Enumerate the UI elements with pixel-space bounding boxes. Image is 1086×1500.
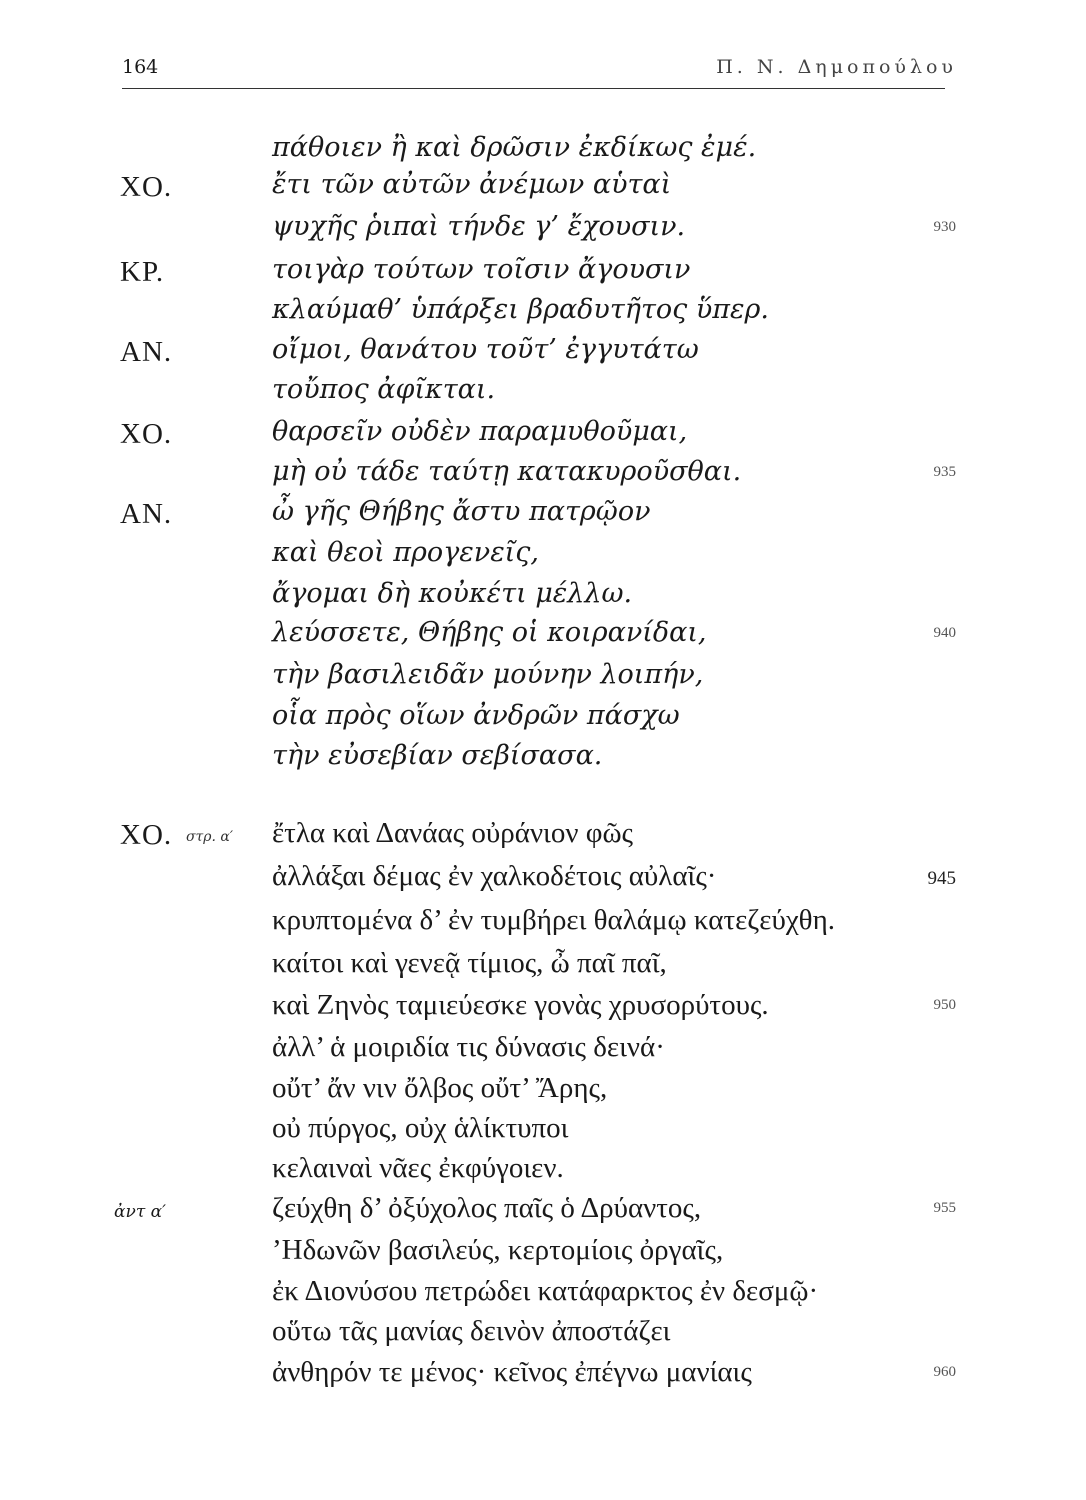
verse-text: ’Ηδωνῶν βασιλεύς, κερτομίοις ὀργαῖς, [272, 1234, 724, 1266]
verse-text: ψυχῆς ῥιπαὶ τήνδε γ’ ἔχουσιν. [272, 211, 686, 242]
verse-text: τοὔπος ἀφῖκται. [272, 374, 496, 405]
verse-text: καὶ θεοὶ προγενεῖς, [272, 537, 539, 568]
page-number: 164 [122, 56, 159, 78]
dialogue-line [0, 252, 1086, 292]
verse-text: ὦ γῆς Θήβης ἄστυ πατρῷον [272, 496, 651, 527]
running-head: Π. Ν. Δημοπούλου [716, 56, 957, 78]
line-number: 930 [933, 219, 956, 235]
dialogue-line [0, 657, 1086, 697]
verse-text: τὴν εὐσεβίαν σεβίσασα. [272, 740, 603, 771]
antistrophe-mark: ἀντ α′ [114, 1202, 166, 1222]
verse-text: ἔτι τῶν αὐτῶν ἀνέμων αὑταὶ [272, 169, 672, 200]
dialogue-line [0, 615, 1086, 655]
line-number: 945 [927, 868, 956, 889]
verse-text: ζεύχθη δ’ ὀξύχολος παῖς ὁ Δρύαντος, [272, 1192, 702, 1224]
dialogue-line [0, 372, 1086, 412]
speaker: ΧΟ. [120, 171, 173, 203]
dialogue-line [0, 209, 1086, 249]
verse-text: τοιγὰρ τούτων τοῖσιν ἄγουσιν [272, 254, 691, 285]
dialogue-line [0, 167, 1086, 207]
verse-text: ἀλλάξαι δέμας ἐν χαλκοδέτοις αὐλαῖς· [272, 860, 717, 892]
verse-text: ἀνθηρόν τε μένος· κεῖνος ἐπέγνω μανίαις [272, 1356, 752, 1388]
dialogue-line [0, 414, 1086, 454]
dialogue-line [0, 130, 1086, 170]
dialogue-line [0, 494, 1086, 534]
speaker: ΑΝ. [120, 336, 173, 368]
verse-text: καὶ Ζηνὸς ταμιεύεσκε γονὰς χρυσορύτους. [272, 989, 769, 1021]
line-number: 955 [933, 1200, 956, 1216]
page-header [122, 48, 957, 89]
verse-text: κελαιναὶ νᾶες ἐκφύγοιεν. [272, 1152, 564, 1184]
verse-text: ἐκ Διονύσου πετρώδει κατάφαρκτος ἐν δεσμῷ· [272, 1275, 819, 1307]
dialogue-line [0, 535, 1086, 575]
ode-line [0, 1313, 1086, 1353]
line-number: 950 [933, 997, 956, 1013]
speaker: ΧΟ. [120, 418, 173, 450]
ode-line [0, 1070, 1086, 1110]
ode-line [0, 1354, 1086, 1394]
dialogue-line [0, 454, 1086, 494]
dialogue-line [0, 576, 1086, 616]
ode-line [0, 1190, 1086, 1230]
ode-line [0, 945, 1086, 985]
verse-text: καίτοι καὶ γενεᾷ τίμιος, ὦ παῖ παῖ, [272, 947, 667, 979]
verse-text: τὴν βασιλειδᾶν μούνην λοιπήν, [272, 659, 704, 690]
verse-text: ἄγομαι δὴ κοὐκέτι μέλλω. [272, 578, 633, 609]
verse-text: οὕτω τᾶς μανίας δεινὸν ἀποστάζει [272, 1315, 671, 1347]
dialogue-line [0, 698, 1086, 738]
line-number: 935 [933, 464, 956, 480]
verse-text: οἴμοι, θανάτου τοῦτ’ ἐγγυτάτω [272, 334, 699, 365]
line-number: 960 [933, 1364, 956, 1380]
verse-text: οὔτ’ ἄν νιν ὄλβος οὔτ’ Ἄρης, [272, 1072, 608, 1104]
ode-line [0, 1029, 1086, 1069]
verse-text: πάθοιεν ἢ καὶ δρῶσιν ἐκδίκως ἐμέ. [272, 132, 757, 163]
dialogue-line [0, 292, 1086, 332]
speaker: ΧΟ. [120, 819, 173, 851]
verse-text: οὐ πύργος, οὐχ ἁλίκτυποι [272, 1112, 569, 1144]
verse-text: κλαύμαθ’ ὑπάρξει βραδυτῆτος ὕπερ. [272, 294, 769, 325]
verse-text: οἷα πρὸς οἵων ἀνδρῶν πάσχω [272, 700, 680, 731]
verse-text: κρυπτομένα δ’ ἐν τυμβήρει θαλάμῳ κατεζεύχθη. [272, 904, 835, 936]
ode-line [0, 987, 1086, 1027]
ode-line [0, 815, 1086, 855]
verse-text: ἔτλα καὶ Δανάας οὐράνιον φῶς [272, 817, 634, 849]
speaker: ΚΡ. [120, 256, 165, 288]
ode-line [0, 1110, 1086, 1150]
speaker: ΑΝ. [120, 498, 173, 530]
ode-line [0, 858, 1086, 898]
verse-text: ἀλλ’ ἁ μοιριδία τις δύνασις δεινά· [272, 1031, 665, 1063]
line-number: 940 [933, 625, 956, 641]
dialogue-line [0, 332, 1086, 372]
ode-line [0, 1150, 1086, 1190]
dialogue-line [0, 738, 1086, 778]
verse-text: μὴ οὐ τάδε ταύτῃ κατακυροῦσθαι. [272, 456, 742, 487]
strophe-mark: στρ. α′ [186, 829, 234, 845]
verse-text: θαρσεῖν οὐδὲν παραμυθοῦμαι, [272, 416, 688, 447]
ode-line [0, 1232, 1086, 1272]
ode-line [0, 902, 1086, 942]
verse-text: λεύσσετε, Θήβης οἱ κοιρανίδαι, [272, 617, 707, 648]
ode-line [0, 1273, 1086, 1313]
